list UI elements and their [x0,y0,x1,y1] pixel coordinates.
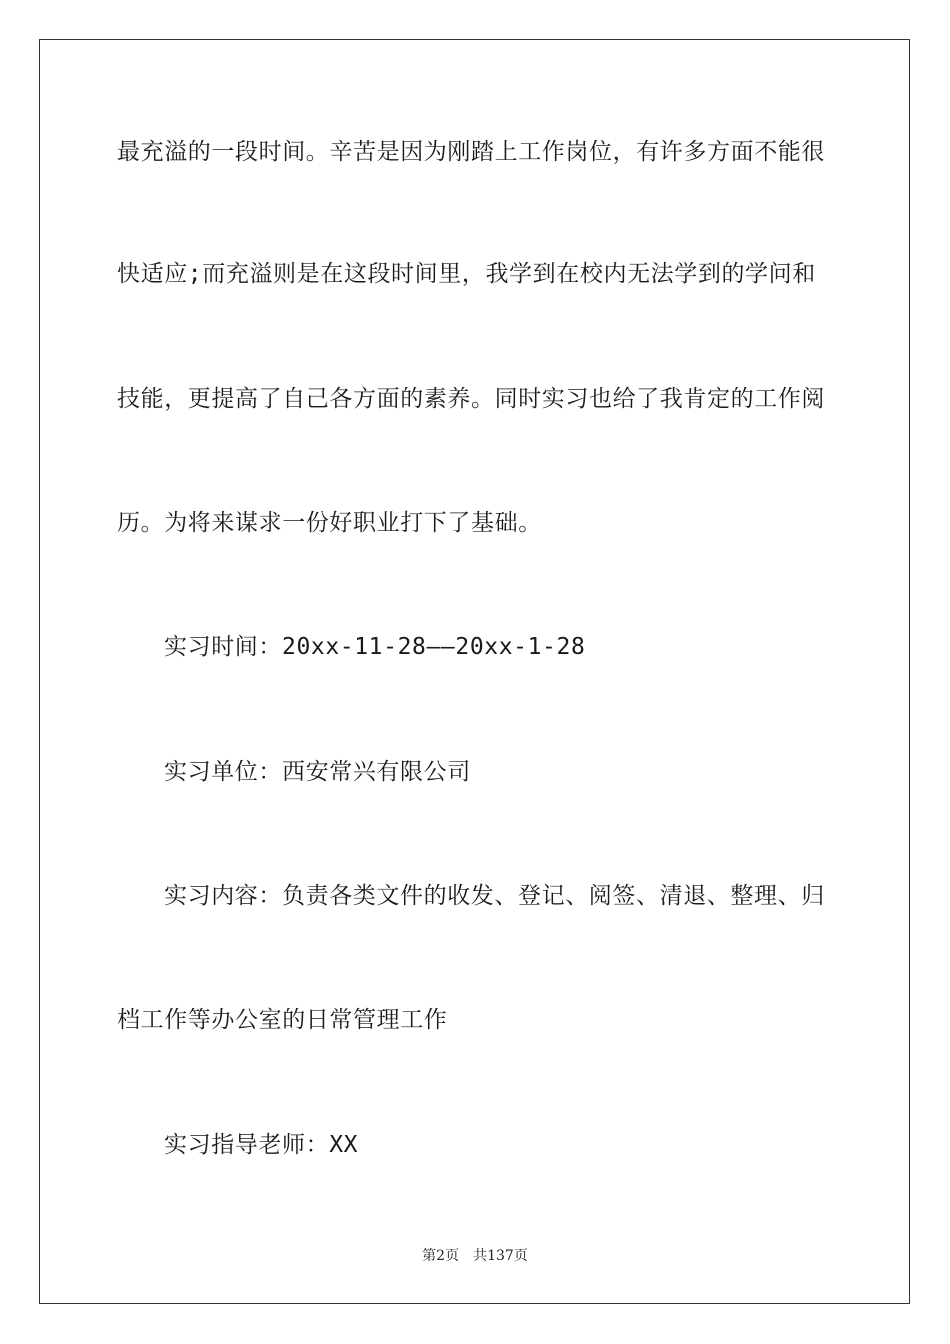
total-pages: 共137页 [473,1248,528,1264]
internship-period: 实习时间：20xx-11-28——20xx-1-28 [164,634,586,660]
internship-company: 实习单位：西安常兴有限公司 [164,759,471,785]
body-line-4: 历。为将来谋求一份好职业打下了基础。 [117,510,542,536]
body-line-2: 快适应;而充溢则是在这段时间里，我学到在校内无法学到的学问和 [117,261,816,287]
internship-duties: 实习内容：负责各类文件的收发、登记、阅签、清退、整理、归 [164,883,825,909]
page-footer [0,1247,950,1265]
page-number: 第2页 [422,1248,460,1264]
internship-supervisor: 实习指导老师：XX [164,1132,359,1158]
internship-duties-continued: 档工作等办公室的日常管理工作 [117,1007,448,1033]
page-border [39,39,910,1304]
body-line-1: 最充溢的一段时间。辛苦是因为刚踏上工作岗位，有许多方面不能很 [117,139,825,165]
body-line-3: 技能，更提高了自己各方面的素养。同时实习也给了我肯定的工作阅 [117,386,825,412]
